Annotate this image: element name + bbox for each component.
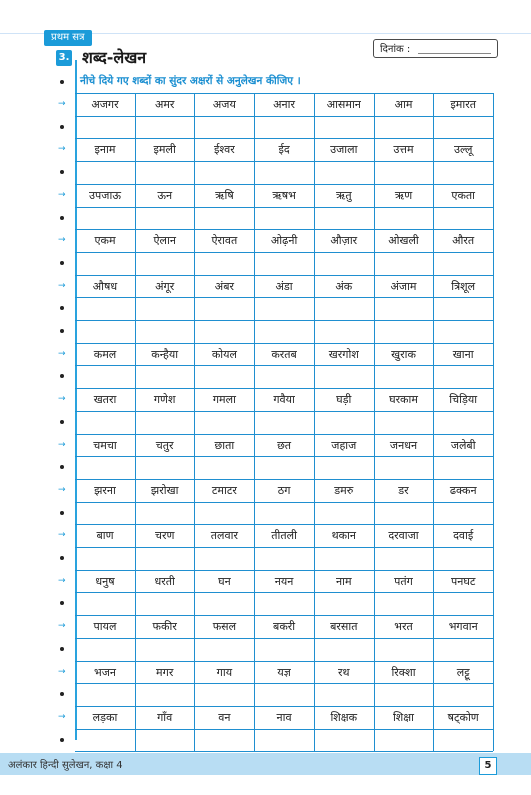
word-cell: वन [218, 710, 231, 724]
grid-rule [75, 411, 493, 412]
word-cell: औज़ार [330, 234, 358, 248]
word-cell: गणेश [153, 393, 176, 407]
word-cell: अजय [212, 98, 236, 111]
word-cell: शिक्षक [330, 710, 358, 724]
word-cell: अजगर [91, 98, 119, 111]
word-cell: ठग [277, 483, 291, 497]
word-cell: दरवाजा [388, 529, 419, 543]
word-cell: उजाला [330, 143, 358, 157]
word-cell: खाना [452, 347, 474, 361]
word-cell: पनघट [450, 574, 476, 588]
word-cell: थकान [331, 529, 357, 543]
word-cell: ओढ़नी [270, 234, 298, 248]
date-field[interactable] [373, 39, 498, 58]
arrow-icon: → [58, 530, 66, 541]
arrow-icon: → [58, 348, 66, 359]
word-cell: फकीर [152, 620, 177, 634]
grid-rule [75, 683, 493, 684]
grid-rule [75, 116, 493, 117]
word-cell: उल्लू [453, 143, 473, 157]
word-cell: बकरी [273, 620, 296, 634]
grid-rule [75, 570, 493, 571]
word-cell: भजन [94, 665, 116, 679]
bullet-icon [60, 261, 64, 265]
word-cell: लड़का [92, 710, 118, 724]
top-band [0, 0, 531, 34]
bullet-icon [60, 465, 64, 469]
word-cell: चमचा [93, 438, 117, 452]
word-cell: टमाटर [211, 483, 237, 497]
word-cell: इमली [153, 143, 176, 157]
grid-rule [75, 661, 493, 662]
word-cell: एकम [94, 234, 116, 248]
bullet-icon [60, 216, 64, 220]
grid-rule [75, 138, 493, 139]
grid-rule [75, 229, 493, 230]
word-cell: दवाई [453, 529, 474, 543]
grid-rule [75, 320, 493, 321]
arrow-icon: → [58, 189, 66, 200]
word-cell: खुराक [391, 347, 416, 361]
bullet-icon [60, 170, 64, 174]
grid-rule [75, 524, 493, 525]
word-cell: ऋतु [335, 188, 352, 202]
word-cell: तलवार [210, 529, 238, 543]
footer-bar [0, 753, 531, 775]
word-cell: बाण [96, 529, 114, 543]
word-cell: मगर [156, 665, 174, 679]
word-cell: एकता [451, 188, 476, 202]
bullet-icon [60, 374, 64, 378]
word-cell: ढक्कन [449, 483, 477, 497]
word-cell: चतुर [155, 438, 174, 452]
grid-rule [75, 615, 493, 616]
word-cell: चिड़िया [449, 393, 478, 407]
word-cell: नाम [336, 574, 352, 588]
grid-rule [75, 161, 493, 162]
grid-rule [75, 184, 493, 185]
word-cell: कन्हैया [151, 347, 179, 361]
page-title: शब्द-लेखन [82, 48, 147, 67]
bullet-icon [60, 125, 64, 129]
session-tag: प्रथम सत्र [44, 30, 92, 46]
word-cell: छाता [214, 438, 235, 452]
word-cell: नाव [276, 710, 292, 724]
bullet-icon [60, 692, 64, 696]
lesson-number-badge: 3. [56, 50, 72, 66]
footer-text: अलंकार हिन्दी सुलेखन, कक्षा 4 [8, 760, 123, 771]
word-cell: इनाम [94, 143, 116, 157]
word-cell: उत्तम [393, 143, 414, 157]
word-cell: इमारत [450, 98, 476, 111]
word-cell: त्रिशूल [451, 279, 476, 293]
word-cell: कोयल [211, 347, 237, 361]
word-cell: खतरा [93, 393, 117, 407]
grid-rule [75, 207, 493, 208]
arrow-icon: → [58, 439, 66, 450]
word-cell: अनार [273, 98, 296, 111]
word-cell: घन [218, 574, 231, 588]
word-cell: करतब [271, 347, 297, 361]
word-cell: आसमान [326, 98, 361, 111]
grid-rule [75, 388, 493, 389]
word-cell: अमर [154, 98, 175, 111]
word-cell: जलेबी [450, 438, 476, 452]
arrow-icon: → [58, 575, 66, 586]
grid-rule [75, 343, 493, 344]
word-cell: षट्कोण [447, 710, 479, 724]
bullet-icon [60, 738, 64, 742]
word-cell: ऋषि [215, 188, 234, 202]
word-cell: अंबर [214, 279, 234, 293]
word-cell: ऊन [157, 188, 173, 202]
grid-rule [75, 434, 493, 435]
word-cell: भरत [394, 620, 413, 634]
word-cell: फसल [212, 620, 237, 634]
word-cell: आम [394, 98, 413, 111]
arrow-icon: → [58, 711, 66, 722]
arrow-icon: → [58, 280, 66, 291]
word-cell: धरती [154, 574, 175, 588]
word-cell: औषध [92, 279, 118, 293]
arrow-icon: → [58, 666, 66, 677]
word-cell: शिक्षा [392, 710, 415, 724]
grid-rule [75, 502, 493, 503]
bullet-icon [60, 329, 64, 333]
word-cell: बरसात [330, 620, 358, 634]
word-cell: नयन [274, 574, 294, 588]
bullet-icon [60, 80, 64, 84]
date-label: दिनांक : [380, 44, 411, 55]
word-cell: तीतली [271, 529, 297, 543]
grid-rule [75, 706, 493, 707]
word-cell: गाय [216, 665, 233, 679]
arrow-icon: → [58, 394, 66, 405]
instruction-text: नीचे दिये गए शब्दों का सुंदर अक्षरों से अनुलेखन कीजिए । [80, 75, 301, 87]
grid-rule [75, 547, 493, 548]
grid-rule [75, 479, 493, 480]
word-cell: रिक्शा [391, 665, 416, 679]
word-cell: ऋण [394, 188, 413, 202]
word-cell: पायल [93, 620, 117, 634]
word-cell: पतंग [394, 574, 413, 588]
word-cell: अंडा [275, 279, 293, 293]
bullet-icon [60, 556, 64, 560]
grid-rule [75, 365, 493, 366]
word-cell: ऐरावत [211, 234, 238, 248]
word-cell: डर [398, 483, 409, 497]
word-cell: अंगूर [155, 279, 175, 293]
bullet-icon [60, 420, 64, 424]
arrow-icon: → [58, 99, 66, 109]
bullet-icon [60, 601, 64, 605]
grid-rule [75, 93, 493, 94]
grid-rule [75, 729, 493, 730]
bullet-icon [60, 306, 64, 310]
page-number: 5 [479, 757, 497, 775]
word-cell: जहाज [331, 438, 357, 452]
arrow-icon: → [58, 235, 66, 246]
bullet-icon [60, 647, 64, 651]
arrow-icon: → [58, 144, 66, 155]
word-cell: झरना [94, 483, 116, 497]
grid-rule [75, 592, 493, 593]
word-cell: झरोखा [150, 483, 179, 497]
word-cell: ऐलान [153, 234, 176, 248]
word-cell: गमला [212, 393, 236, 407]
word-cell: घड़ी [336, 393, 352, 407]
word-cell: रथ [338, 665, 350, 679]
word-cell: डमरु [334, 483, 354, 497]
word-cell: चरण [154, 529, 175, 543]
word-cell: ईद [278, 143, 290, 157]
grid-rule [75, 275, 493, 276]
word-cell: अंक [335, 279, 353, 293]
grid-rule [75, 456, 493, 457]
word-cell: छत [277, 438, 292, 452]
grid-rule [75, 297, 493, 298]
word-cell: औरत [452, 234, 475, 248]
word-cell: लट्टू [456, 665, 470, 679]
arrow-icon: → [58, 484, 66, 495]
bullet-icon [60, 511, 64, 515]
word-cell: ईश्वर [214, 143, 235, 157]
grid-rule [75, 638, 493, 639]
word-cell: यज्ञ [277, 665, 291, 679]
word-cell: खरगोश [328, 347, 359, 361]
word-cell: भगवान [448, 620, 478, 634]
date-line [418, 53, 491, 54]
word-cell: उपजाऊ [89, 188, 121, 202]
word-cell: ऋषभ [272, 188, 296, 202]
word-cell: कमल [93, 347, 117, 361]
word-cell: अंजाम [390, 279, 417, 293]
word-cell: घरकाम [389, 393, 418, 407]
grid-rule [75, 252, 493, 253]
word-cell: गाँव [157, 710, 173, 724]
word-cell: गवैया [273, 393, 295, 407]
word-cell: धनुष [95, 574, 115, 588]
word-cell: जनधन [389, 438, 418, 452]
word-cell: ओखली [388, 234, 419, 248]
arrow-icon: → [58, 621, 66, 632]
